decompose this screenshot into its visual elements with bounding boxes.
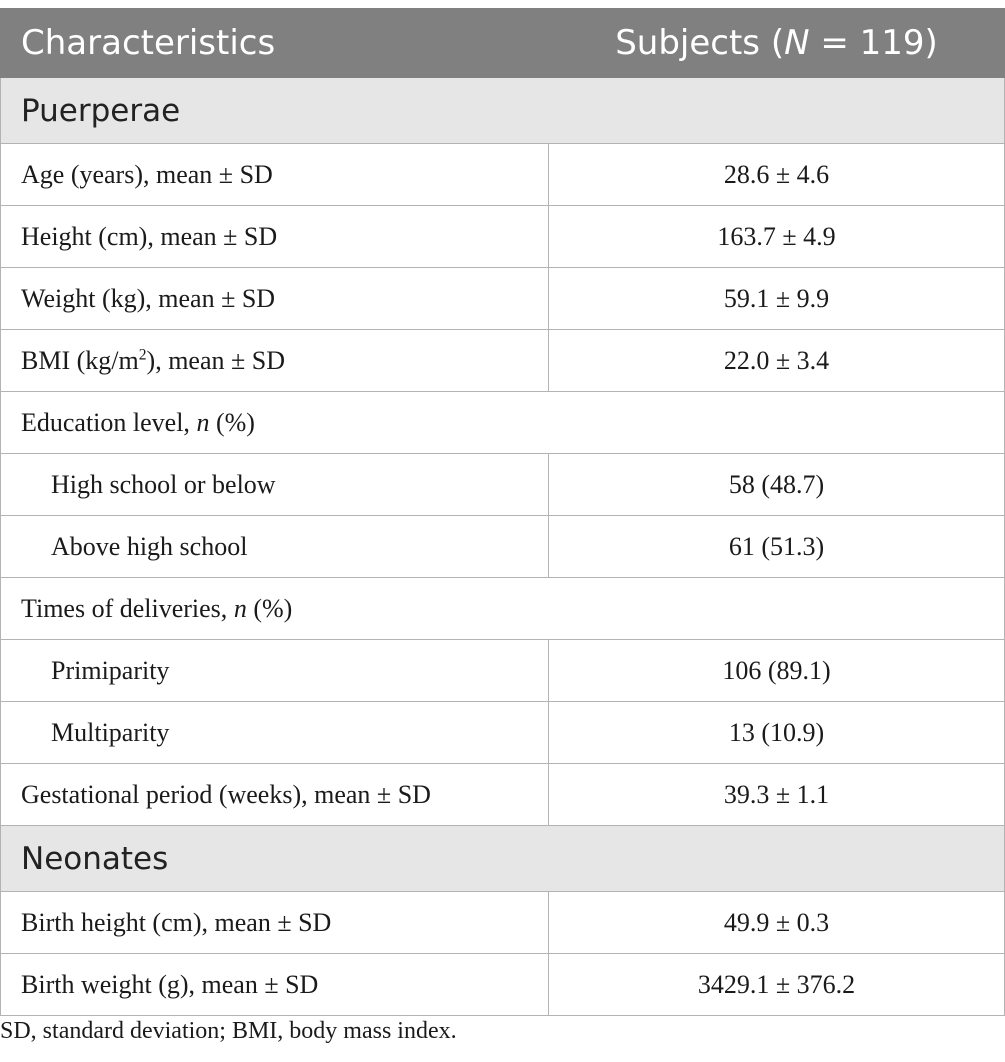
row-label xyxy=(1,578,1005,640)
row-value: 28.6 ± 4.6 xyxy=(549,144,1005,206)
row-label: Height (cm), mean ± SD xyxy=(1,206,549,268)
table-row xyxy=(1,206,1005,268)
row-label: Gestational period (weeks), mean ± SD xyxy=(1,764,549,826)
row-label: Above high school xyxy=(1,516,549,578)
table-row xyxy=(1,330,1005,392)
table-row xyxy=(1,516,1005,578)
deliveries-label-post: (%) xyxy=(246,593,293,623)
row-value: 163.7 ± 4.9 xyxy=(549,206,1005,268)
table-row xyxy=(1,268,1005,330)
bmi-label-sup: 2 xyxy=(138,345,147,363)
characteristics-table xyxy=(0,8,1005,1016)
header-characteristics: Characteristics xyxy=(1,9,549,78)
table-row xyxy=(1,764,1005,826)
table-row-group-label xyxy=(1,578,1005,640)
row-label: Weight (kg), mean ± SD xyxy=(1,268,549,330)
section-row-puerperae xyxy=(1,78,1005,144)
deliveries-label-pre: Times of deliveries, xyxy=(21,593,234,623)
table-row-group-label xyxy=(1,392,1005,454)
row-value: 39.3 ± 1.1 xyxy=(549,764,1005,826)
row-label: Birth height (cm), mean ± SD xyxy=(1,892,549,954)
section-row-neonates xyxy=(1,826,1005,892)
header-subjects-prefix: Subjects ( xyxy=(615,23,785,63)
row-value: 3429.1 ± 376.2 xyxy=(549,954,1005,1016)
table-row xyxy=(1,892,1005,954)
row-value: 61 (51.3) xyxy=(549,516,1005,578)
row-label: Age (years), mean ± SD xyxy=(1,144,549,206)
table-row xyxy=(1,702,1005,764)
bmi-label-pre: BMI (kg/m xyxy=(21,345,139,375)
row-label: Multiparity xyxy=(1,702,549,764)
section-title: Neonates xyxy=(1,826,1005,892)
row-label: Birth weight (g), mean ± SD xyxy=(1,954,549,1016)
header-subjects-suffix: = 119) xyxy=(809,23,938,63)
table-row xyxy=(1,640,1005,702)
bmi-label-post: ), mean ± SD xyxy=(146,345,285,375)
education-label-post: (%) xyxy=(209,407,255,437)
header-subjects-n: N xyxy=(784,23,810,63)
row-value: 13 (10.9) xyxy=(549,702,1005,764)
row-value: 22.0 ± 3.4 xyxy=(549,330,1005,392)
row-value: 106 (89.1) xyxy=(549,640,1005,702)
row-value: 58 (48.7) xyxy=(549,454,1005,516)
section-title: Puerperae xyxy=(1,78,1005,144)
row-label xyxy=(1,330,549,392)
education-label-n: n xyxy=(196,407,210,437)
table-footnote: SD, standard deviation; BMI, body mass index. xyxy=(0,1018,457,1044)
row-value: 49.9 ± 0.3 xyxy=(549,892,1005,954)
row-label: Primiparity xyxy=(1,640,549,702)
table-row xyxy=(1,954,1005,1016)
row-label: High school or below xyxy=(1,454,549,516)
table-header-row xyxy=(1,9,1005,78)
table-row xyxy=(1,454,1005,516)
table-row xyxy=(1,144,1005,206)
header-subjects xyxy=(549,9,1005,78)
row-label xyxy=(1,392,1005,454)
row-value: 59.1 ± 9.9 xyxy=(549,268,1005,330)
education-label-pre: Education level, xyxy=(21,407,197,437)
deliveries-label-n: n xyxy=(233,593,247,623)
